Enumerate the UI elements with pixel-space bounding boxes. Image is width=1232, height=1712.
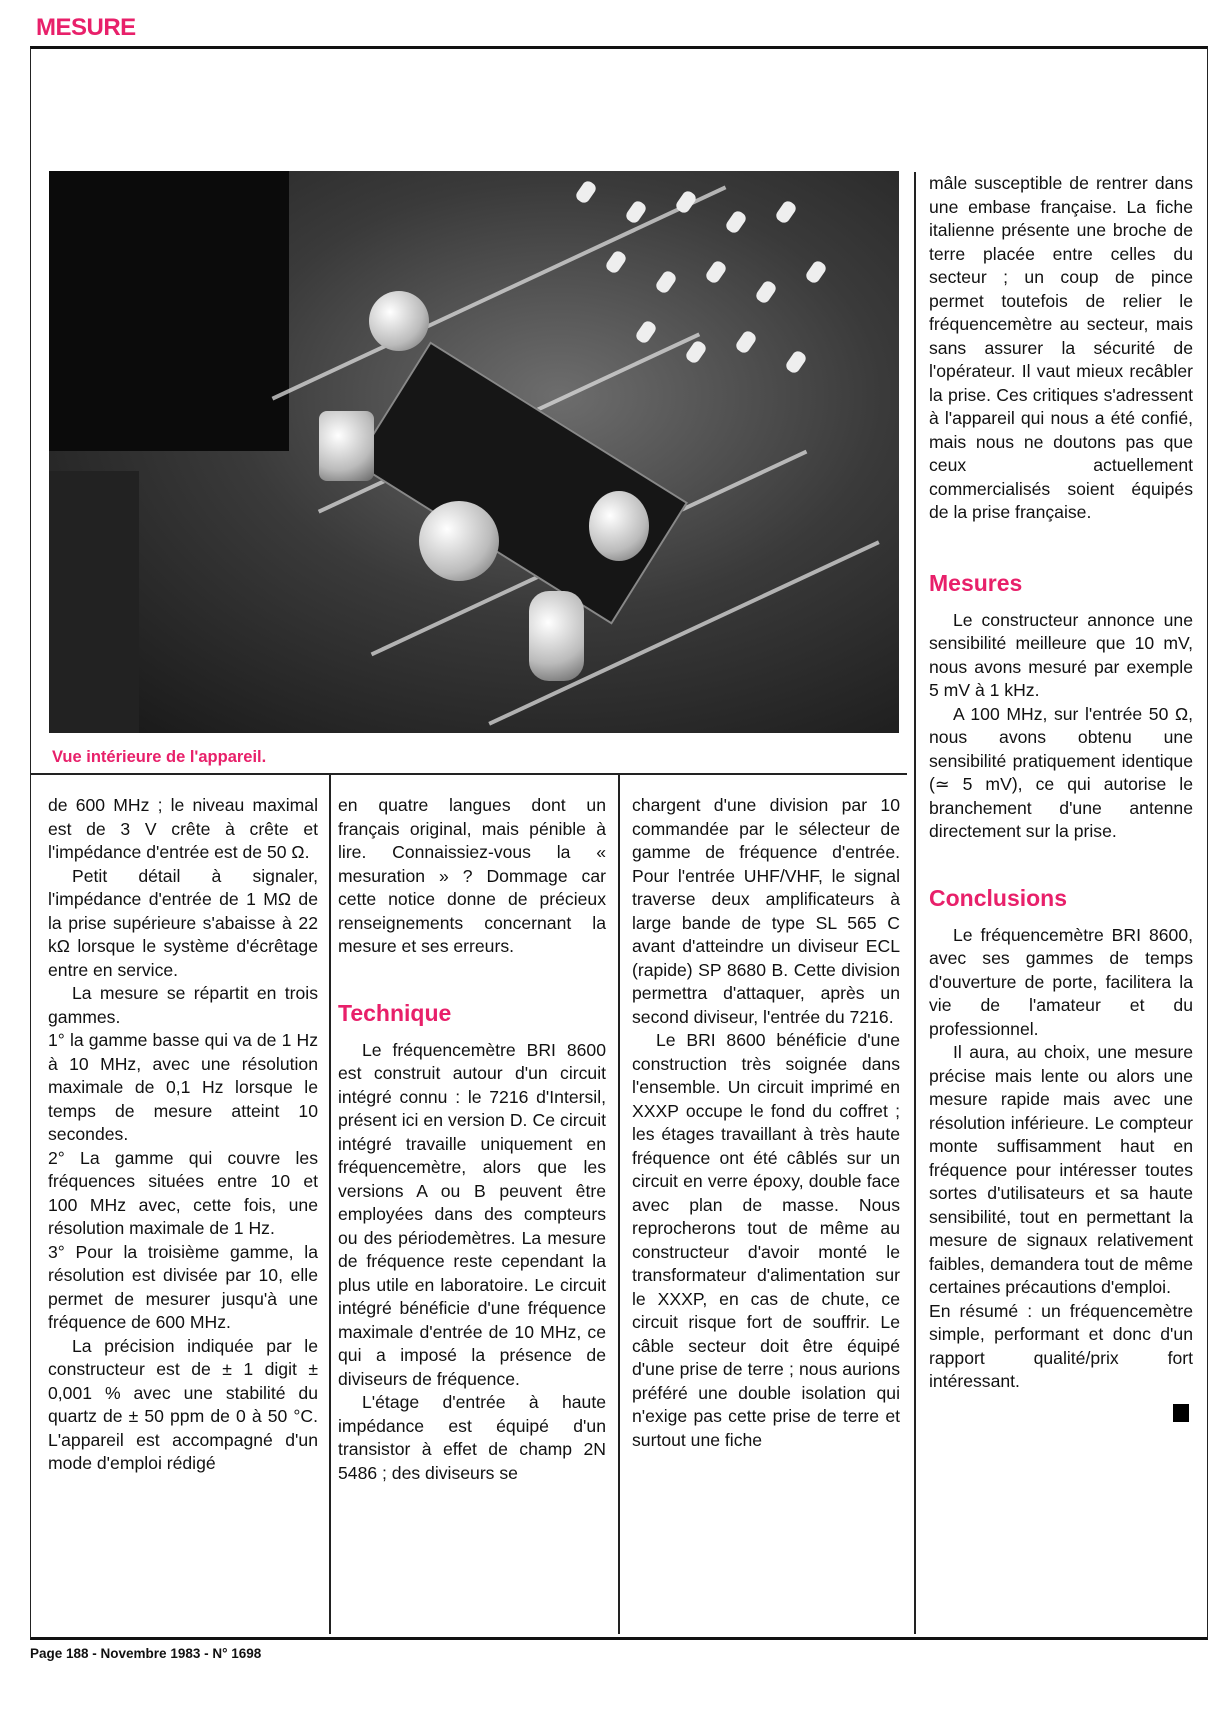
column-1 [48, 794, 318, 1476]
paragraph: Le constructeur annonce une sensibilité meilleure que 10 mV, nous avons mesuré par exemple 5 mV à 1 kHz. [929, 609, 1193, 700]
paragraph: 3° Pour la troisième gamme, la résolution est divisée par 10, elle permet de mesurer jusqu'à une fréquence de 600 MHz. [48, 1241, 318, 1332]
paragraph: Le BRI 8600 bénéficie d'une construction très soignée dans l'ensemble. Un circuit imprimé en XXXP occupe le fond du coffret ; les étages travaillant à très haute fréquence ont été câblés sur un circuit en verre époxy, double face avec plan de masse. Nous reprocherons tout de même au constructeur d'avoir monté le transformateur d'alimentation sur le XXXP, en cas de chute, ce circuit risque fort de souffrir. Le câble secteur doit être équipé d'une prise de terre ; nous aurions préféré une double isolation qui n'exige pas cette prise de terre et surtout une fiche [632, 1030, 900, 1450]
paragraph: A 100 MHz, sur l'entrée 50 Ω, nous avons obtenu une sensibilité pratiquement identique (≃ 5 mV), ce qui autorise le branchement d'une antenne directement sur la prise. [929, 703, 1193, 841]
circuit-board-photo [49, 171, 899, 733]
end-of-article-mark [1173, 1404, 1189, 1422]
paragraph: La précision indiquée par le constructeur est de ± 1 digit ± 0,001 % avec une stabilité du quartz de ± 50 ppm de 0 à 50 °C. L'appareil est accompagné d'un mode d'emploi rédigé [48, 1335, 318, 1473]
right-column [929, 172, 1193, 1422]
heading-conclusions: Conclusions [929, 884, 1068, 911]
paragraph: La mesure se répartit en trois gammes. [48, 983, 318, 1027]
divider [30, 773, 907, 775]
column-3 [632, 794, 900, 1452]
paragraph: mâle susceptible de rentrer dans une embase française. La fiche italienne présente une broche de terre placée entre celles du secteur ; un coup de pince permet toutefois de relier le fréquencemètre au secteur, mais sans assurer la sécurité de l'opérateur. Il vaut mieux recâbler la prise. Ces critiques s'adressent à l'appareil qui nous a été confié, mais nous ne doutons pas que ceux actuellement commercialisés soient équipés de la prise française. [929, 173, 1193, 522]
column-2 [338, 794, 606, 1485]
paragraph: En résumé : un fréquencemètre simple, performant et donc d'un rapport qualité/prix fort intéressant. [929, 1300, 1193, 1391]
page-footer: Page 188 - Novembre 1983 - N° 1698 [30, 1646, 262, 1661]
heading-mesures: Mesures [929, 569, 1023, 596]
paragraph: 2° La gamme qui couvre les fréquences situées entre 10 et 100 MHz avec, cette fois, une résolution maximale de 1 Hz. [48, 1147, 318, 1238]
paragraph: chargent d'une division par 10 commandée par le sélecteur de gamme de fréquence d'entrée. Pour l'entrée UHF/VHF, le signal traverse deux amplificateurs à large bande de type SL 565 C avant d'atteindre un diviseur ECL (rapide) SP 8680 B. Cette division permettra d'attaquer, après un second diviseur, l'entrée du 7216. [632, 795, 900, 1027]
column-divider [329, 774, 331, 1634]
paragraph: Petit détail à signaler, l'impédance d'entrée de 1 MΩ de la prise supérieure s'abaisse à 22 kΩ lorsque le système d'écrêtage entre en service. [48, 865, 318, 980]
column-divider [618, 774, 620, 1634]
paragraph: en quatre langues dont un français original, mais pénible à lire. Connaissiez-vous la « mesuration » ? Dommage car cette notice donne de précieux renseignements concernant la mesure et ses erreurs. [338, 795, 606, 956]
paragraph: de 600 MHz ; le niveau maximal est de 3 V crête à crête et l'impédance d'entrée est de 50 Ω. [48, 795, 318, 862]
paragraph: Le fréquencemètre BRI 8600, avec ses gammes de temps d'ouverture de porte, facilitera la vie de l'amateur et du professionnel. [929, 924, 1193, 1039]
column-divider [914, 172, 916, 1634]
heading-technique: Technique [338, 999, 452, 1026]
section-rubric: MESURE [36, 14, 136, 41]
paragraph: Il aura, au choix, une mesure précise mais lente ou alors une mesure rapide mais avec une résolution inférieure. Le compteur monte suffisamment haut en fréquence pour intéresser toutes sortes d'utilisateurs et sa haute sensibilité, tout en permettant la mesure de signaux relativement faibles, demandera tout de même certaines précautions d'emploi. [929, 1042, 1193, 1297]
photo-caption: Vue intérieure de l'appareil. [52, 748, 267, 766]
paragraph: 1° la gamme basse qui va de 1 Hz à 10 MHz, avec une résolution maximale de 0,1 Hz lorsque le temps de mesure atteint 10 secondes. [48, 1030, 318, 1144]
paragraph: Le fréquencemètre BRI 8600 est construit autour d'un circuit intégré connu : le 7216 d'Intersil, présent ici en version D. Ce circuit intégré travaille uniquement en fréquencemètre, alors que les versions A ou B peuvent être employées dans des compteurs ou des périodemètres. La mesure de fréquence reste cependant la plus utile en laboratoire. Le circuit intégré bénéficie d'une fréquence maximale d'entrée de 10 MHz, ce qui a imposé la présence de diviseurs de fréquence. [338, 1039, 606, 1389]
paragraph: L'étage d'entrée à haute impédance est équipé d'un transistor à effet de champ 2N 5486 ; des diviseurs se [338, 1392, 606, 1483]
